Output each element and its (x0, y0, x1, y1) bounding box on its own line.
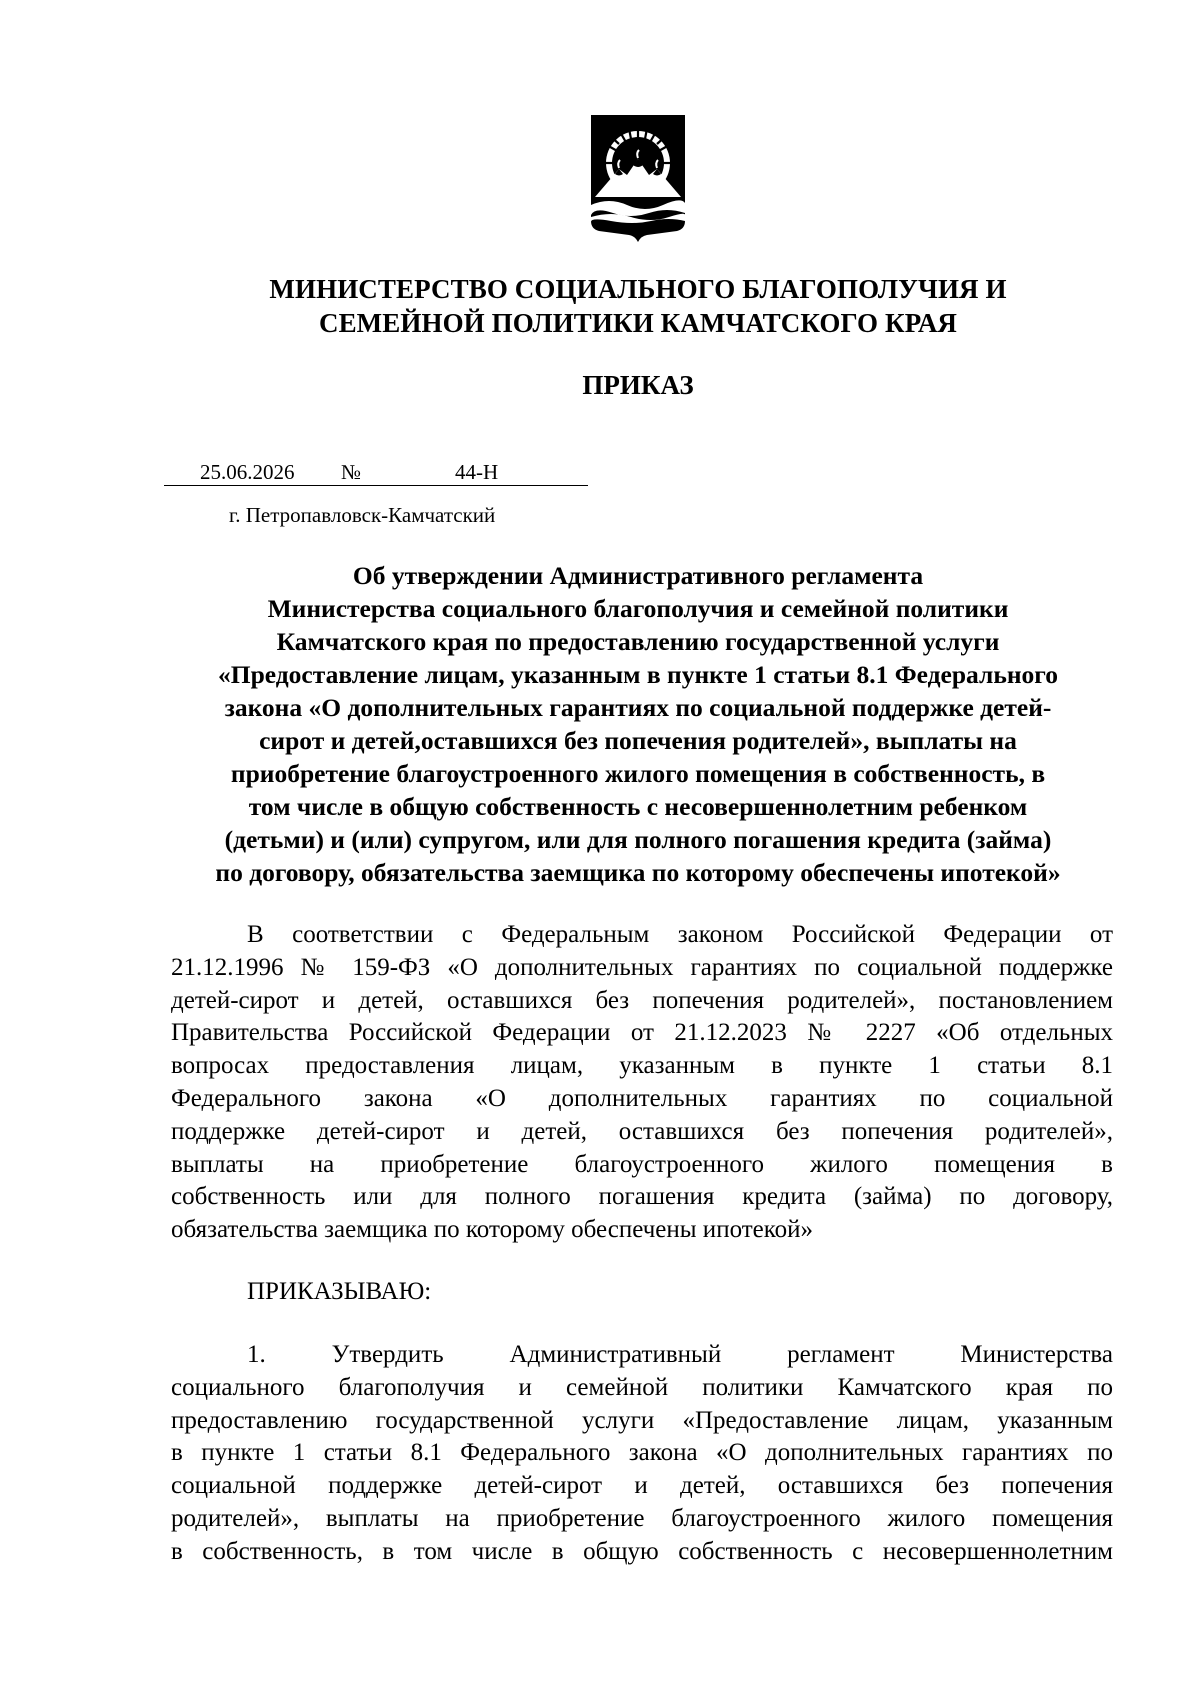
paragraph-line: собственность или для полного погашения кредита (займа) по договору, (171, 1183, 1113, 1211)
paragraph-line: поддержке детей-сирот и детей, оставшихся без попечения родителей», (171, 1117, 1113, 1145)
subject-line: «Предоставление лицам, указанным в пункте 1 статьи 8.1 Федерального (218, 660, 1058, 689)
ministry-title (150, 272, 1126, 340)
paragraph-line: в собственность, в том числе в общую собственность с несовершеннолетним (171, 1537, 1113, 1565)
subject-line: Камчатского края по предоставлению государственной услуги (276, 627, 1000, 656)
orders-word: ПРИКАЗЫВАЮ: (247, 1278, 432, 1305)
order-subject (150, 559, 1126, 889)
subject-line: сирот и детей,оставшихся без попечения родителей», выплаты на (259, 726, 1017, 755)
subject-line: Об утверждении Административного регламента (352, 561, 924, 590)
subject-line: закона «О дополнительных гарантиях по социальной поддержке детей- (224, 693, 1052, 722)
paragraph-line: родителей», выплаты на приобретение благоустроенного жилого помещения (171, 1504, 1113, 1532)
subject-line: приобретение благоустроенного жилого помещения в собственность, в (230, 759, 1046, 788)
ministry-title-line-2: СЕМЕЙНОЙ ПОЛИТИКИ КАМЧАТСКОГО КРАЯ (318, 308, 958, 338)
paragraph-line: вопросах предоставления лицам, указанным в пункте 1 статьи 8.1 (171, 1052, 1113, 1080)
city-name: г. Петропавловск-Камчатский (229, 503, 496, 527)
subject-line: (детьми) и (или) супругом, или для полного погашения кредита (займа) (224, 825, 1052, 854)
order-item-1 (171, 1339, 1113, 1569)
paragraph-line: детей-сирот и детей, оставшихся без попечения родителей», постановлением (171, 986, 1113, 1014)
paragraph-line: обязательства заемщика по которому обеспечены ипотекой» (171, 1216, 814, 1244)
order-number: 44-Н (455, 460, 499, 484)
subject-line: Министерства социального благополучия и семейной политики (267, 594, 1009, 623)
kamchatka-coat-of-arms-icon (589, 113, 687, 243)
paragraph-line: социальной поддержке детей-сирот и детей, оставшихся без попечения (171, 1472, 1113, 1500)
paragraph-line: Федерального закона «О дополнительных гарантиях по социальной (171, 1084, 1113, 1112)
registration-line (164, 459, 588, 486)
paragraph-line: 21.12.1996 № 159-ФЗ «О дополнительных гарантиях по социальной поддержке (171, 953, 1113, 981)
paragraph-line: 1. Утвердить Административный регламент Министерства (247, 1341, 1113, 1368)
document-type-heading: ПРИКАЗ (582, 370, 694, 400)
paragraph-line: социального благополучия и семейной политики Камчатского края по (171, 1373, 1113, 1401)
ministry-title-line-1: МИНИСТЕРСТВО СОЦИАЛЬНОГО БЛАГОПОЛУЧИЯ И (269, 274, 1007, 304)
order-date: 25.06.2026 (200, 460, 295, 484)
preamble-paragraph (171, 919, 1113, 1247)
paragraph-line: предоставлению государственной услуги «Предоставление лицам, указанным (171, 1406, 1113, 1434)
number-sign: № (341, 460, 362, 484)
paragraph-line: в пункте 1 статьи 8.1 Федерального закона «О дополнительных гарантиях по (171, 1439, 1113, 1467)
paragraph-line: В соответствии с Федеральным законом Российской Федерации от (247, 921, 1113, 948)
paragraph-line: Правительства Российской Федерации от 21.12.2023 № 2227 «Об отдельных (171, 1019, 1113, 1047)
subject-line: по договору, обязательства заемщика по которому обеспечены ипотекой» (215, 858, 1061, 887)
subject-line: том числе в общую собственность с несовершеннолетним ребенком (248, 792, 1028, 821)
paragraph-line: выплаты на приобретение благоустроенного жилого помещения в (171, 1150, 1113, 1178)
